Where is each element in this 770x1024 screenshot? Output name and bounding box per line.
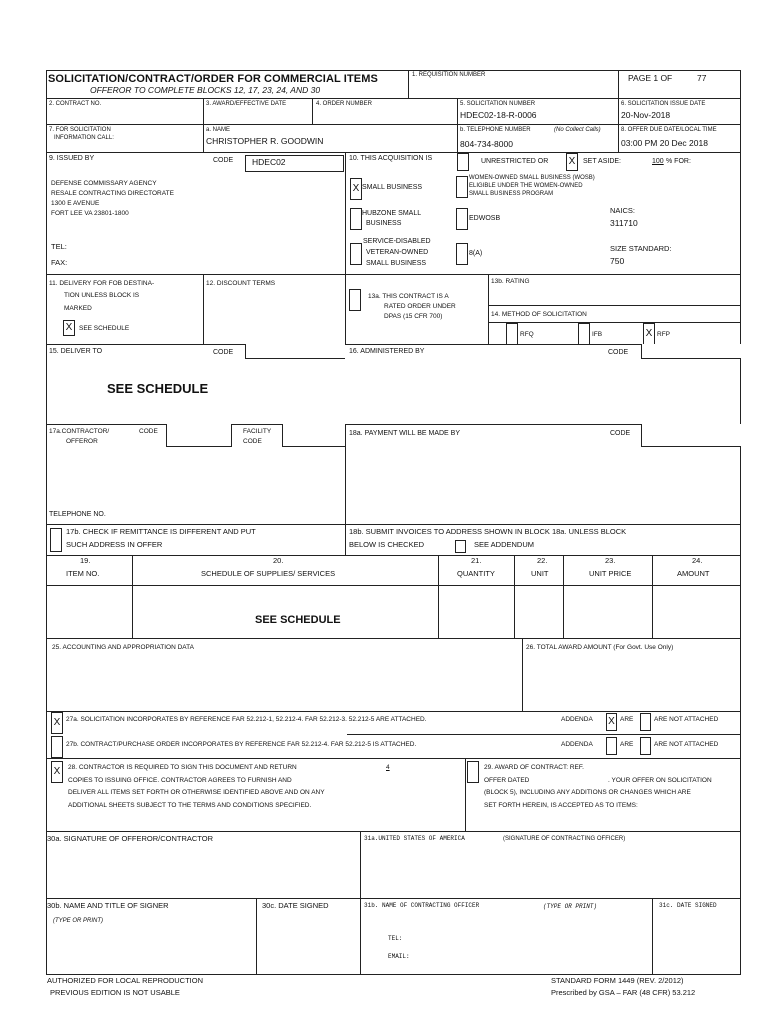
issued-fax-label: FAX: [51, 258, 68, 267]
wosb-label: WOMEN-OWNED SMALL BUSINESS (WOSB) [469, 175, 595, 181]
ifb-label: IFB [592, 331, 603, 338]
telephone-note: (No Collect Calls) [554, 127, 601, 133]
telephone-no-label: TELEPHONE NO. [49, 511, 106, 518]
naics-value: 311710 [610, 218, 638, 228]
row28-copies: 4 [386, 764, 390, 771]
rfq-label: RFQ [520, 331, 534, 338]
small-business-label: SMALL BUSINESS [362, 184, 423, 191]
row29-text: 29. AWARD OF CONTRACT: REF. [484, 764, 584, 771]
delivery-fob-label: 11. DELIVERY FOR FOB DESTINA- [49, 280, 155, 287]
unrestricted-checkbox[interactable] [457, 153, 469, 171]
row29-text: (BLOCK 5), INCLUDING ANY ADDITIONS OR CHANGES WHICH ARE [484, 789, 691, 796]
deliver-code-label: CODE [213, 349, 234, 356]
contact-label-1: 7. FOR SOLICITATION [49, 127, 111, 133]
contact-name-label: a. NAME [206, 127, 231, 133]
rating-label: 13b. RATING [491, 278, 530, 285]
row27a-addenda: ADDENDA [561, 716, 593, 723]
signer-type-note: (TYPE OR PRINT) [53, 918, 104, 924]
delivery-fob-label: MARKED [64, 305, 92, 312]
footer-previous-edition: PREVIOUS EDITION IS NOT USABLE [50, 988, 180, 997]
order-number-label: 4. ORDER NUMBER [316, 101, 373, 107]
row29-checkbox[interactable] [467, 761, 479, 783]
acquisition-label: 10. THIS ACQUISITION IS [349, 155, 433, 162]
size-standard-label: SIZE STANDARD: [610, 244, 672, 253]
row27a-text: 27a. SOLICITATION INCORPORATES BY REFERENCE FAR 52.212-1, 52.212-4. FAR 52.212-3. 52.212-5 ARE ATTACHED. [66, 716, 427, 723]
edwosb-label: EDWOSB [469, 215, 501, 222]
edwosb-checkbox[interactable] [456, 208, 468, 230]
deliver-code-box [245, 344, 345, 359]
signature-officer-label: (SIGNATURE OF CONTRACTING OFFICER) [503, 836, 626, 842]
hubzone-checkbox[interactable] [350, 208, 362, 230]
naics-label: NAICS: [610, 206, 636, 215]
set-aside-percent: 100 [652, 158, 664, 165]
rfp-label: RFP [657, 331, 670, 338]
sdvosb-label: SERVICE-DISABLED [363, 238, 431, 245]
issued-by-label: 9. ISSUED BY [49, 155, 95, 162]
ifb-checkbox[interactable] [578, 323, 590, 345]
wosb-label: SMALL BUSINESS PROGRAM [469, 191, 554, 197]
issued-tel-label: TEL: [51, 242, 67, 251]
invoices-label: BELOW IS CHECKED [349, 540, 425, 549]
row28-text: ADDITIONAL SHEETS SUBJECT TO THE TERMS AND CONDITIONS SPECIFIED. [68, 802, 312, 809]
eight-a-checkbox[interactable] [456, 243, 468, 265]
contact-label-2: INFORMATION CALL: [54, 135, 114, 141]
size-standard-value: 750 [610, 256, 625, 266]
row28-checkbox[interactable]: X [51, 761, 63, 783]
col-item-label: ITEM NO. [66, 569, 100, 578]
unrestricted-label: UNRESTRICTED OR [481, 158, 549, 165]
payment-code-box [641, 424, 741, 447]
sdvosb-checkbox[interactable] [350, 243, 362, 265]
wosb-label: ELIGIBLE UNDER THE WOMEN-OWNED [469, 183, 583, 189]
form-subtitle: OFFEROR TO COMPLETE BLOCKS 12, 17, 23, 24, AND 30 [90, 85, 321, 95]
col-amount-label: AMOUNT [677, 569, 710, 578]
row29-your-offer: . YOUR OFFER ON SOLICITATION [608, 777, 712, 784]
row27a-not-attached: ARE NOT ATTACHED [654, 716, 719, 723]
contractor-label: 17a.CONTRACTOR/ [49, 428, 110, 435]
see-schedule-label: SEE SCHEDULE [79, 325, 130, 332]
method-label: 14. METHOD OF SOLICITATION [491, 311, 587, 318]
rated-order-label: RATED ORDER UNDER [384, 303, 456, 310]
contract-no-label: 2. CONTRACT NO. [49, 101, 102, 107]
total-award-label: 26. TOTAL AWARD AMOUNT (For Govt. Use Only) [526, 644, 674, 651]
col-unit-label: UNIT [531, 569, 549, 578]
row27b-checkbox[interactable] [51, 736, 63, 758]
offer-due-label: 8. OFFER DUE DATE/LOCAL TIME [621, 127, 717, 133]
issued-address-line: RESALE CONTRACTING DIRECTORATE [51, 190, 174, 197]
facility-label: FACILITY [243, 428, 272, 435]
officer-tel-label: TEL: [388, 935, 403, 942]
solicitation-number-value: HDEC02-18-R-0006 [460, 110, 537, 120]
signature-usa-label: 31a.UNITED STATES OF AMERICA [364, 835, 465, 842]
rated-order-label: DPAS (15 CFR 700) [384, 313, 443, 320]
col-unit-number: 22. [537, 556, 548, 565]
row27b-text: 27b. CONTRACT/PURCHASE ORDER INCORPORATES BY REFERENCE FAR 52.212-4. FAR 52.212-5 IS ATTACHED. [66, 741, 417, 748]
eight-a-label: 8(A) [469, 250, 483, 257]
col-unit-price-number: 23. [605, 556, 616, 565]
row27a-not-attached-checkbox[interactable] [640, 713, 651, 731]
payment-code-label: CODE [610, 430, 631, 437]
telephone-label: b. TELEPHONE NUMBER [460, 127, 531, 133]
remittance-label: SUCH ADDRESS IN OFFER [66, 540, 163, 549]
deliver-to-label: 15. DELIVER TO [49, 348, 103, 355]
signature-offeror-label: 30a. SIGNATURE OF OFFEROR/CONTRACTOR [47, 834, 213, 843]
officer-email-label: EMAIL: [388, 953, 410, 960]
accounting-label: 25. ACCOUNTING AND APPROPRIATION DATA [52, 644, 194, 651]
set-aside-percent-for: % FOR: [666, 158, 691, 165]
set-aside-label: SET ASIDE: [583, 158, 621, 165]
row27a-checkbox[interactable]: X [51, 712, 63, 734]
issued-address-line: 1300 E AVENUE [51, 200, 100, 207]
see-schedule-checkbox[interactable]: X [63, 320, 75, 336]
discount-terms-label: 12. DISCOUNT TERMS [206, 280, 276, 287]
row27b-are-checkbox[interactable] [606, 737, 617, 755]
footer-authorized: AUTHORIZED FOR LOCAL REPRODUCTION [47, 976, 203, 985]
col-quantity-number: 21. [471, 556, 482, 565]
facility-label: CODE [243, 438, 262, 445]
sdvosb-label: VETERAN-OWNED [366, 249, 429, 256]
rfp-checkbox[interactable]: X [643, 323, 655, 345]
issue-date-label: 6. SOLICITATION ISSUE DATE [621, 101, 706, 107]
rated-order-label: 13a. THIS CONTRACT IS A [368, 293, 449, 300]
addendum-checkbox[interactable] [455, 540, 466, 553]
facility-code-box [282, 424, 345, 447]
remittance-label: 17b. CHECK IF REMITTANCE IS DIFFERENT AND PUT [66, 527, 256, 536]
footer-form-number: STANDARD FORM 1449 (REV. 2/2012) [551, 976, 684, 985]
page-label: PAGE 1 OF [628, 73, 673, 83]
wosb-checkbox[interactable] [456, 176, 468, 198]
remittance-checkbox[interactable] [50, 528, 62, 552]
offer-due-value: 03:00 PM 20 Dec 2018 [621, 138, 708, 148]
items-see-schedule: SEE SCHEDULE [255, 614, 341, 626]
row28-text: COPIES TO ISSUING OFFICE. CONTRACTOR AGREES TO FURNISH AND [68, 777, 292, 784]
row28-text: DELIVER ALL ITEMS SET FORTH OR OTHERWISE IDENTIFIED ABOVE AND ON ANY [68, 789, 325, 796]
row29-text: OFFER DATED [484, 777, 530, 784]
solicitation-number-label: 5. SOLICITATION NUMBER [460, 101, 536, 107]
row27b-not-attached: ARE NOT ATTACHED [654, 741, 719, 748]
hubzone-label: HUBZONE SMALL [362, 210, 422, 217]
payment-label: 18a. PAYMENT WILL BE MADE BY [349, 430, 460, 437]
telephone-value: 804-734-8000 [460, 139, 513, 149]
addendum-label: SEE ADDENDUM [474, 540, 535, 549]
issue-date-value: 20-Nov-2018 [621, 110, 671, 120]
contact-name-value: CHRISTOPHER R. GOODWIN [206, 136, 324, 146]
issued-address-line: FORT LEE VA 23801-1800 [51, 210, 129, 217]
administered-code-box [641, 344, 741, 359]
footer-prescribed: Prescribed by GSA – FAR (48 CFR) 53.212 [551, 988, 696, 997]
row27b-not-attached-checkbox[interactable] [640, 737, 651, 755]
deliver-see-schedule: SEE SCHEDULE [107, 381, 209, 396]
col-schedule-number: 20. [273, 556, 284, 565]
page-total: 77 [697, 73, 707, 83]
invoices-label: 18b. SUBMIT INVOICES TO ADDRESS SHOWN IN BLOCK 18a. UNLESS BLOCK [349, 527, 627, 536]
issued-address-line: DEFENSE COMMISSARY AGENCY [51, 180, 157, 187]
contractor-code-label: CODE [139, 428, 158, 435]
row28-text: 28. CONTRACTOR IS REQUIRED TO SIGN THIS DOCUMENT AND RETURN [68, 764, 297, 771]
contractor-label: OFFEROR [66, 438, 98, 445]
issued-code-label: CODE [213, 157, 234, 164]
administered-by-label: 16. ADMINISTERED BY [349, 348, 425, 355]
contractor-code-box [166, 424, 232, 447]
col-schedule-label: SCHEDULE OF SUPPLIES/ SERVICES [201, 569, 336, 578]
officer-date-label: 31c. DATE SIGNED [659, 902, 717, 909]
col-item-number: 19. [80, 556, 91, 565]
rfq-checkbox[interactable] [506, 323, 518, 345]
officer-name-label: 31b. NAME OF CONTRACTING OFFICER [364, 902, 480, 909]
row27b-addenda: ADDENDA [561, 741, 593, 748]
col-amount-number: 24. [692, 556, 703, 565]
col-unit-price-label: UNIT PRICE [589, 569, 632, 578]
delivery-fob-label: TION UNLESS BLOCK IS [64, 292, 140, 299]
issued-code-value: HDEC02 [252, 157, 286, 167]
officer-type-note: (TYPE OR PRINT) [543, 903, 598, 910]
sdvosb-label: SMALL BUSINESS [366, 260, 427, 267]
administered-code-label: CODE [608, 349, 629, 356]
row27a-are-checkbox[interactable]: X [606, 713, 617, 731]
award-date-label: 3. AWARD/EFFECTIVE DATE [206, 101, 287, 107]
small-business-checkbox[interactable]: X [350, 178, 362, 200]
form-title: SOLICITATION/CONTRACT/ORDER FOR COMMERCIAL ITEMS [48, 73, 378, 85]
set-aside-checkbox[interactable]: X [566, 153, 578, 171]
rated-order-checkbox[interactable] [349, 289, 361, 311]
signer-name-label: 30b. NAME AND TITLE OF SIGNER [47, 901, 169, 910]
hubzone-label: BUSINESS [366, 220, 402, 227]
row27b-are: ARE [620, 741, 634, 748]
requisition-label: 1. REQUISITION NUMBER [412, 72, 486, 78]
row27a-are: ARE [620, 716, 634, 723]
date-signed-label: 30c. DATE SIGNED [262, 901, 329, 910]
row29-text: SET FORTH HEREIN, IS ACCEPTED AS TO ITEMS: [484, 802, 638, 809]
col-quantity-label: QUANTITY [457, 569, 495, 578]
